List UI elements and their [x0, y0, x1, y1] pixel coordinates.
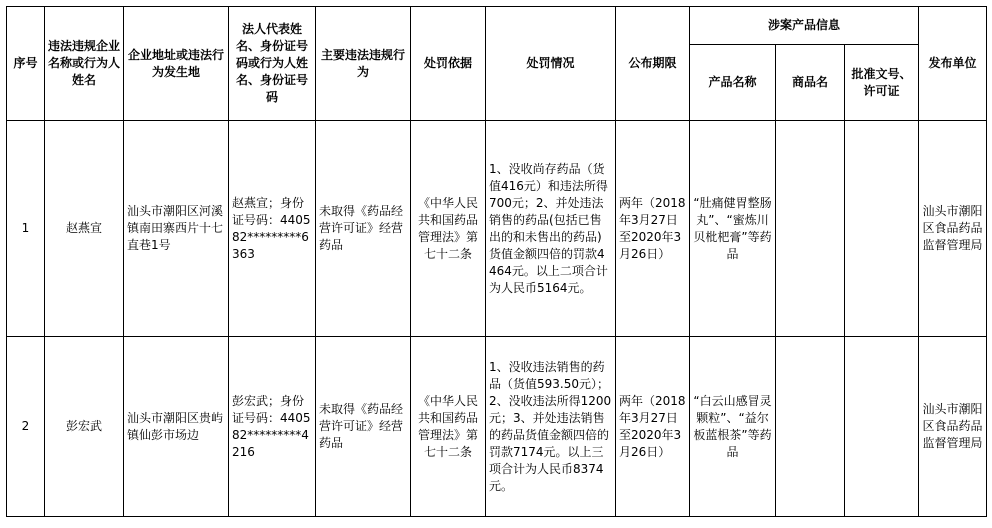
header-product-name: 产品名称 [690, 45, 776, 121]
cell-penalty: 1、没收尚存药品（货值416元）和违法所得700元；2、并处违法销售的药品(包括已售出的和未售出的药品)货值金额四倍的罚款4464元。以上二项合计为人民币5164元。 [486, 121, 616, 337]
cell-approval [845, 337, 919, 517]
cell-basis: 《中华人民共和国药品管理法》第七十二条 [411, 337, 486, 517]
cell-period: 两年（2018年3月27日至2020年3月26日） [616, 121, 690, 337]
cell-brand [776, 121, 845, 337]
header-seq: 序号 [7, 7, 45, 121]
header-period: 公布期限 [616, 7, 690, 121]
table-row [7, 121, 987, 337]
cell-party: 彭宏武 [45, 337, 124, 517]
table-row [7, 337, 987, 517]
header-violation: 主要违法违规行为 [316, 7, 411, 121]
header-brand: 商品名 [776, 45, 845, 121]
cell-basis: 《中华人民共和国药品管理法》第七十二条 [411, 121, 486, 337]
cell-legal-rep: 赵燕宣；身份证号码：440582*********6363 [229, 121, 316, 337]
cell-brand [776, 337, 845, 517]
cell-address: 汕头市潮阳区贵屿镇仙彭市场边 [124, 337, 229, 517]
cell-product-name: “肚痛健胃整肠丸”、“蜜炼川贝枇杷膏”等药品 [690, 121, 776, 337]
header-party: 违法违规企业名称或行为人姓名 [45, 7, 124, 121]
cell-seq: 2 [7, 337, 45, 517]
cell-publisher: 汕头市潮阳区食品药品监督管理局 [919, 337, 987, 517]
cell-publisher: 汕头市潮阳区食品药品监督管理局 [919, 121, 987, 337]
header-address: 企业地址或违法行为发生地 [124, 7, 229, 121]
cell-legal-rep: 彭宏武；身份证号码：440582*********4216 [229, 337, 316, 517]
cell-period: 两年（2018年3月27日至2020年3月26日） [616, 337, 690, 517]
cell-product-name: “白云山感冒灵颗粒”、“益尔板蓝根茶”等药品 [690, 337, 776, 517]
penalty-table [6, 6, 987, 517]
header-approval: 批准文号、许可证 [845, 45, 919, 121]
cell-party: 赵燕宣 [45, 121, 124, 337]
cell-address: 汕头市潮阳区河溪镇南田寨西片十七直巷1号 [124, 121, 229, 337]
header-row-1 [7, 7, 987, 45]
cell-approval [845, 121, 919, 337]
cell-violation: 未取得《药品经营许可证》经营药品 [316, 337, 411, 517]
header-legal-rep: 法人代表姓名、身份证号码或行为人姓名、身份证号码 [229, 7, 316, 121]
cell-seq: 1 [7, 121, 45, 337]
header-product-group: 涉案产品信息 [690, 7, 919, 45]
cell-violation: 未取得《药品经营许可证》经营药品 [316, 121, 411, 337]
header-penalty: 处罚情况 [486, 7, 616, 121]
header-basis: 处罚依据 [411, 7, 486, 121]
header-publisher: 发布单位 [919, 7, 987, 121]
cell-penalty: 1、没收违法销售的药品（货值593.50元）；2、没收违法所得1200元；3、并处违法销售的药品货值金额四倍的罚款7174元。以上三项合计为人民币8374元。 [486, 337, 616, 517]
